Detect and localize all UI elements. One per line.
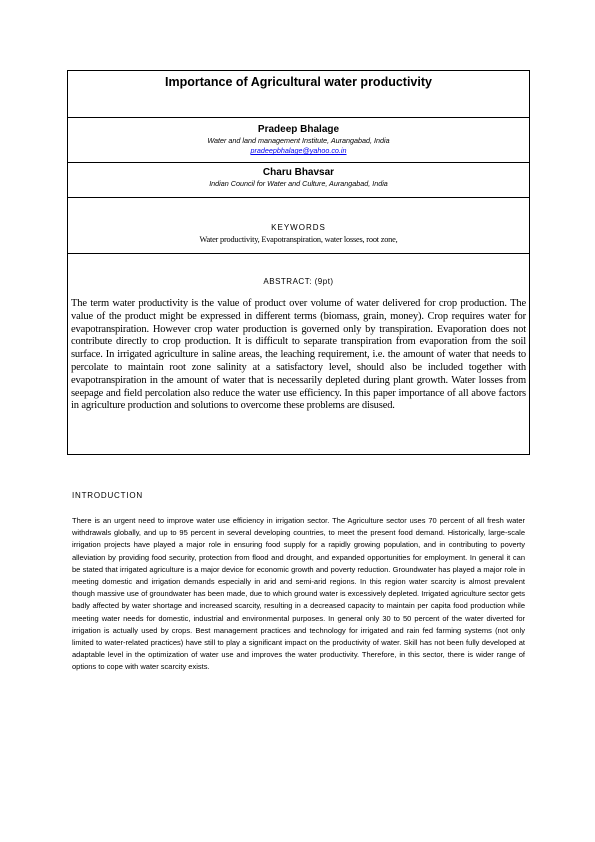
- introduction-text: There is an urgent need to improve water use efficiency in irrigation sector. The Agriculture sector uses 70 percent of all fresh water withdrawals globally, and up to 95 percent in several developing countries, to meet the present food demand. Historically, large-scale irrigation projects have played a major role in ensuring food supply for a rapidly growing population, and in contributing to poverty alleviation by providing food security, protection from flood and drought, and expanded opportunities for employment. In general it can be stated that irrigated agriculture is a major device for economic growth and poverty reduction. Groundwater has played a major role in meeting domestic and irrigation demands especially in arid and semi-arid regions. In this region water scarcity is almost prevalent though massive use of groundwater has been made, due to which ground water is excessively depleted. Irrigated agriculture sector gets badly affected by water shortage and increased scarcity, resulting in a decreased capacity to maintain per capita food production while meeting water needs for domestic, industrial and environmental purposes. In general only 30 to 50 percent of the water diverted for irrigation is actually used by crops. Best management practices and technology for irrigated and rain fed farming systems (not only limited to water-related practices) have still to play a significant impact on the productivity of water. Skill has not been fully developed at adaptable level in the optimization of water use and improves the water productivity. Therefore, in this sector, there is wider range of options to cope with water scarcity exists.: [72, 516, 525, 672]
- abstract-cell: [68, 254, 529, 454]
- introduction-heading: INTRODUCTION: [72, 491, 143, 500]
- author-name: Pradeep Bhalage: [257, 124, 340, 135]
- abstract-heading: ABSTRACT: (9pt): [263, 277, 334, 286]
- author-name: Charu Bhavsar: [262, 167, 335, 178]
- author-cell-1: [68, 118, 529, 163]
- keywords-list: Water productivity, Evapotranspiration, water losses, root zone,: [199, 235, 398, 244]
- keywords-cell: [68, 198, 529, 254]
- keywords-heading: KEYWORDS: [271, 223, 326, 232]
- author-affiliation: Indian Council for Water and Culture, Aurangabad, India: [209, 179, 388, 188]
- abstract-text: The term water productivity is the value of product over volume of water delivered for crop production. The value of the product might be expressed in different terms (biomass, grain, money). Crop requires water for evapotranspiration. However crop water production is governed only by transpiration. Evaporation does not contribute directly to crop production. It is difficult to separate transpiration from evaporation from the soil surface. In irrigated agriculture in saline areas, the leaching requirement, i.e. the amount of water that needs to percolate to maintain root zone salinity at a satisfactory level, should also be included together with evapotranspiration in the amount of water that is necessarily depleted during plant growth. Water losses from seepage and field percolation also reduce the water use efficiency. In this paper importance of all above factors in agriculture production and solutions to overcome these problems are disused.: [71, 298, 526, 412]
- author-email-link[interactable]: pradeepbhalage@yahoo.co.in: [250, 146, 347, 155]
- title-block: [67, 70, 530, 455]
- author-affiliation: Water and land management Institute, Aurangabad, India: [207, 136, 390, 145]
- author-cell-2: [68, 163, 529, 198]
- title-cell: [68, 71, 529, 118]
- paper-title: Importance of Agricultural water productivity: [165, 75, 432, 89]
